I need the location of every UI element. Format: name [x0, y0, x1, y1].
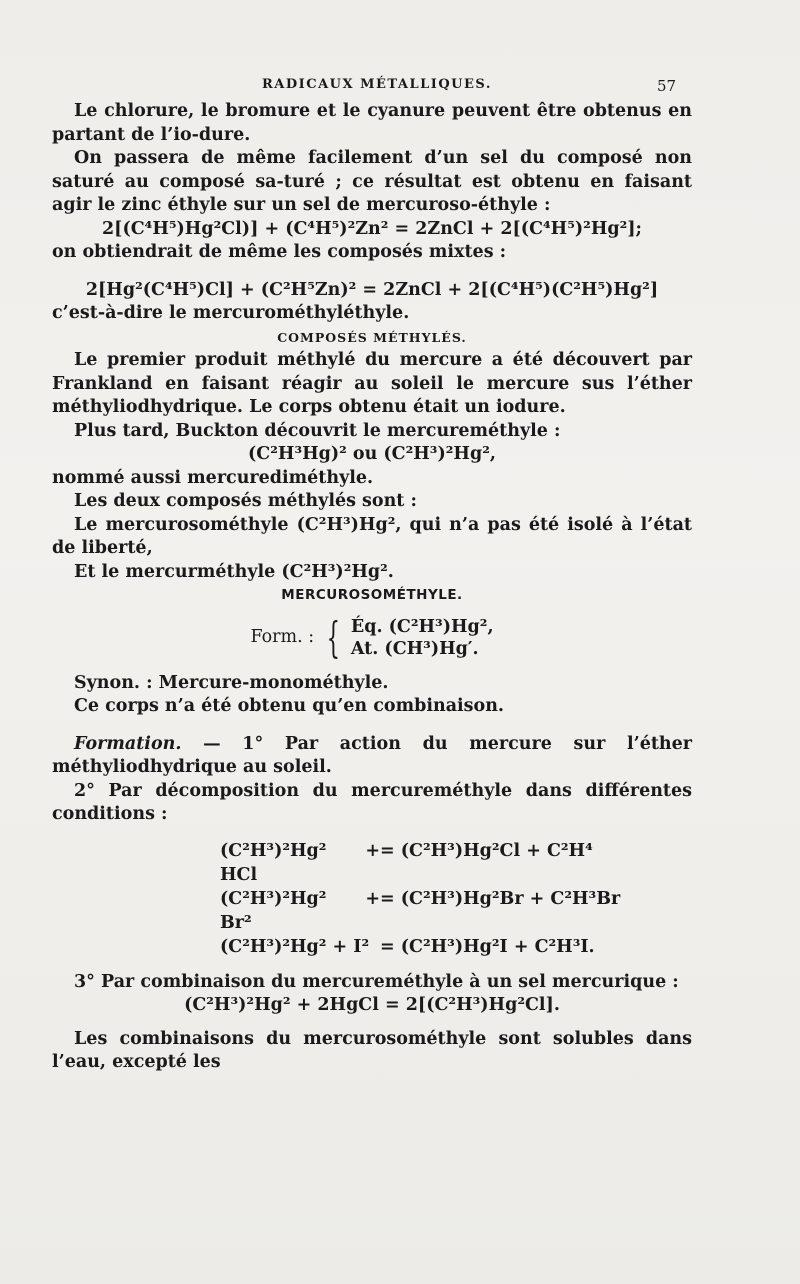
equation-row — [220, 839, 692, 887]
formula-atomic: At. (CH³)Hg′. — [350, 638, 479, 659]
brace: { — [326, 612, 341, 662]
paragraph: nommé aussi mercurediméthyle. — [52, 467, 374, 488]
paragraph: Et le mercurméthyle (C²H³)²Hg². — [74, 561, 394, 582]
running-head-title: RADICAUX MÉTALLIQUES. — [262, 77, 492, 92]
synonym: Synon. : Mercure-monométhyle. — [74, 672, 389, 693]
formula-box — [52, 612, 692, 662]
paragraph: c’est-à-dire le mercurométhyléthyle. — [52, 303, 410, 323]
page-number: 57 — [657, 77, 677, 95]
paragraph: Le chlorure, le bromure et le cyanure peuvent être obtenus en partant de l’io-dure. — [52, 101, 692, 145]
paragraph: On passera de même facilement d’un sel du composé non saturé au composé sa-turé ; ce résultat est obtenu en faisant agir le zinc éthyle sur un sel de mercuroso-éthyle : — [52, 148, 692, 215]
equation-left: (C²H³)²Hg² + I² — [220, 936, 370, 957]
formula: (C²H³)²Hg² + 2HgCl = 2[(C²H³)Hg²Cl]. — [184, 995, 560, 1015]
equation-row — [220, 887, 692, 935]
equation-right: = (C²H³)Hg²Br + C²H³Br — [380, 888, 621, 909]
section-heading: MERCUROSOMÉTHYLE. — [281, 587, 463, 603]
page-body — [52, 100, 692, 1075]
formula: (C²H³Hg)² ou (C²H³)²Hg², — [248, 444, 496, 464]
equation-left: (C²H³)²Hg² + HCl — [220, 840, 380, 885]
formula: 2[Hg²(C⁴H⁵)Cl] + (C²H⁵Zn)² = 2ZnCl + 2[(C⁴H⁵)(C²H⁵)Hg²] — [85, 279, 659, 300]
running-head — [0, 77, 800, 99]
equation-left: (C²H³)²Hg² + Br² — [220, 888, 380, 933]
formation-label: Formation. — [74, 733, 182, 754]
paragraph: Les combinaisons du mercurosométhyle sont solubles dans l’eau, excepté les — [52, 1028, 692, 1072]
paragraph: on obtiendrait de même les composés mixtes : — [52, 242, 507, 262]
paragraph: 3° Par combinaison du mercureméthyle à un sel mercurique : — [74, 971, 679, 992]
paragraph: 2° Par décomposition du mercureméthyle dans différentes conditions : — [52, 780, 692, 824]
paragraph: Le mercurosométhyle (C²H³)Hg², qui n’a pas été isolé à l’état de liberté, — [52, 514, 692, 558]
equation-right: = (C²H³)Hg²Cl + C²H⁴ — [380, 840, 593, 861]
formation-text: — 1° Par action du mercure sur l’éther méthyliodhydrique au soleil. — [52, 733, 692, 777]
formula: 2[(C⁴H⁵)Hg²Cl)] + (C⁴H⁵)²Zn² = 2ZnCl + 2[(C⁴H⁵)²Hg²]; — [101, 218, 642, 239]
paragraph — [52, 733, 692, 780]
equation-right: = (C²H³)Hg²I + C²H³I. — [380, 936, 595, 957]
equation-list — [220, 839, 692, 959]
paragraph: Ce corps n’a été obtenu qu’en combinaison. — [74, 696, 505, 716]
equation-row — [220, 935, 692, 959]
paragraph: Les deux composés méthylés sont : — [74, 491, 417, 511]
formula-lines — [351, 616, 494, 660]
paragraph: Plus tard, Buckton découvrit le mercureméthyle : — [74, 420, 561, 441]
paragraph: Le premier produit méthylé du mercure a été découvert par Frankland en faisant réagir au soleil le mercure sus l’éther méthyliodhydrique. Le corps obtenu était un iodure. — [52, 350, 692, 417]
formula-label: Form. : — [250, 626, 315, 647]
section-heading: COMPOSÉS MÉTHYLÉS. — [277, 329, 467, 345]
formula-equivalent: Éq. (C²H³)Hg², — [350, 616, 494, 637]
